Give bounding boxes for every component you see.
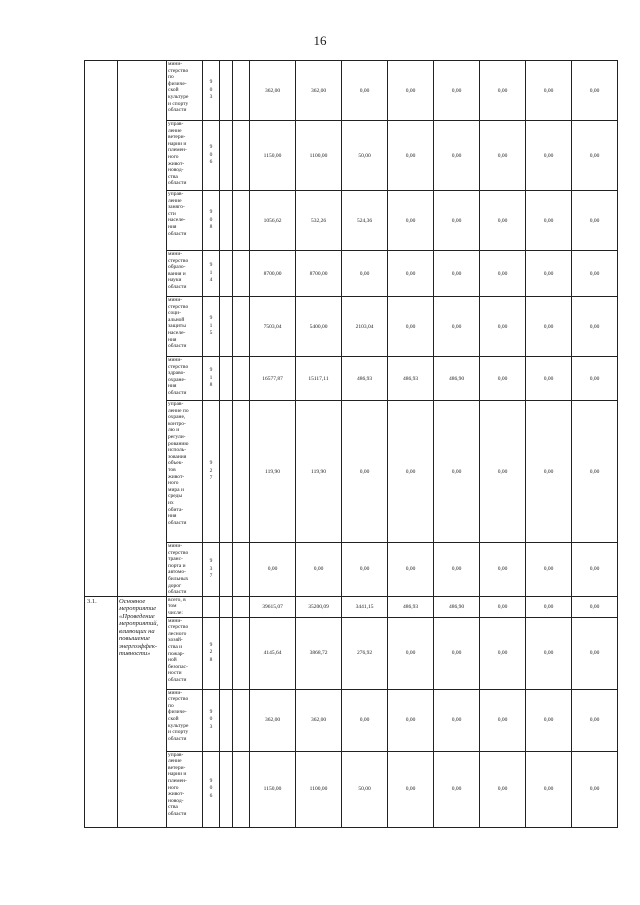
empty-cell <box>220 751 233 827</box>
amount-cell: 0,00 <box>526 191 572 251</box>
amount-cell: 119,90 <box>250 401 296 543</box>
amount-cell: 0,00 <box>526 689 572 751</box>
amount-cell: 0,00 <box>572 617 618 689</box>
amount-cell: 362,00 <box>296 689 342 751</box>
amount-cell: 0,00 <box>388 121 434 191</box>
amount-cell: 486,90 <box>434 357 480 401</box>
amount-cell: 0,00 <box>434 689 480 751</box>
amount-cell: 0,00 <box>434 251 480 297</box>
empty-cell <box>233 401 250 543</box>
amount-cell: 0,00 <box>526 61 572 121</box>
amount-cell: 0,00 <box>388 751 434 827</box>
amount-cell: 0,00 <box>572 689 618 751</box>
amount-cell: 0,00 <box>434 61 480 121</box>
empty-cell <box>233 596 250 617</box>
section-name-cell: Основное мероприятие «Проведение мероприятий, влияющих на повышение энергоэффек-тивности» <box>118 596 167 827</box>
empty-cell <box>233 689 250 751</box>
amount-cell: 362,00 <box>296 61 342 121</box>
row-number-cell <box>85 61 118 597</box>
amount-cell: 486,90 <box>434 596 480 617</box>
amount-cell: 15117,11 <box>296 357 342 401</box>
amount-cell: 0,00 <box>526 357 572 401</box>
amount-cell: 486,93 <box>388 596 434 617</box>
amount-cell: 0,00 <box>526 251 572 297</box>
executor-cell: управ- ление ветери- нарии и племен- ного живот- новод- ства области <box>167 121 203 191</box>
empty-cell <box>233 191 250 251</box>
amount-cell: 0,00 <box>526 617 572 689</box>
amount-cell: 0,00 <box>572 357 618 401</box>
budget-code-cell: 9 1 5 <box>203 297 220 357</box>
table-row <box>85 61 618 121</box>
empty-cell <box>233 251 250 297</box>
empty-cell <box>233 357 250 401</box>
budget-code-cell: 9 0 3 <box>203 689 220 751</box>
amount-cell: 0,00 <box>480 401 526 543</box>
budget-code-cell: 9 0 6 <box>203 751 220 827</box>
amount-cell: 0,00 <box>526 596 572 617</box>
measure-name-cell <box>118 61 167 597</box>
amount-cell: 0,00 <box>526 121 572 191</box>
amount-cell: 0,00 <box>434 617 480 689</box>
empty-cell <box>233 543 250 597</box>
empty-cell <box>233 617 250 689</box>
budget-code-cell: 9 2 7 <box>203 401 220 543</box>
empty-cell <box>220 61 233 121</box>
executor-cell: управ- ление заняго- сти населе- ния области <box>167 191 203 251</box>
amount-cell: 39615,07 <box>250 596 296 617</box>
amount-cell: 4145,64 <box>250 617 296 689</box>
amount-cell: 1100,00 <box>296 751 342 827</box>
executor-cell: управ- ление ветери- нарии и племен- ного живот- новод- ства области <box>167 751 203 827</box>
amount-cell: 0,00 <box>480 751 526 827</box>
budget-code-cell: 9 0 6 <box>203 121 220 191</box>
amount-cell: 0,00 <box>480 297 526 357</box>
amount-cell: 0,00 <box>296 543 342 597</box>
amount-cell: 0,00 <box>434 191 480 251</box>
amount-cell: 486,93 <box>342 357 388 401</box>
empty-cell <box>233 751 250 827</box>
amount-cell: 0,00 <box>572 596 618 617</box>
budget-code-cell <box>203 596 220 617</box>
amount-cell: 50,00 <box>342 751 388 827</box>
empty-cell <box>220 191 233 251</box>
empty-cell <box>220 251 233 297</box>
amount-cell: 0,00 <box>572 401 618 543</box>
amount-cell: 0,00 <box>388 251 434 297</box>
amount-cell: 5400,00 <box>296 297 342 357</box>
amount-cell: 3868,72 <box>296 617 342 689</box>
amount-cell: 0,00 <box>434 543 480 597</box>
executor-cell: всего, в том числе: <box>167 596 203 617</box>
empty-cell <box>233 61 250 121</box>
amount-cell: 2103,04 <box>342 297 388 357</box>
executor-cell: мини- стерство лесного хозяй- ства и пожар- ной безопас- ности области <box>167 617 203 689</box>
page-number: 16 <box>313 33 327 48</box>
amount-cell: 0,00 <box>572 751 618 827</box>
amount-cell: 0,00 <box>526 751 572 827</box>
amount-cell: 0,00 <box>434 121 480 191</box>
budget-code-cell: 9 1 8 <box>203 357 220 401</box>
empty-cell <box>220 357 233 401</box>
empty-cell <box>233 297 250 357</box>
amount-cell: 0,00 <box>342 251 388 297</box>
empty-cell <box>220 297 233 357</box>
executor-cell: мини- стерство образо- вания и науки области <box>167 251 203 297</box>
amount-cell: 0,00 <box>480 121 526 191</box>
amount-cell: 0,00 <box>250 543 296 597</box>
amount-cell: 1056,62 <box>250 191 296 251</box>
amount-cell: 0,00 <box>480 689 526 751</box>
amount-cell: 362,00 <box>250 61 296 121</box>
amount-cell: 0,00 <box>480 61 526 121</box>
amount-cell: 8700,00 <box>250 251 296 297</box>
amount-cell: 0,00 <box>526 543 572 597</box>
executor-cell: мини- стерство по физиче- ской культуре и спорту области <box>167 61 203 121</box>
amount-cell: 0,00 <box>572 297 618 357</box>
amount-cell: 486,93 <box>388 357 434 401</box>
amount-cell: 0,00 <box>480 357 526 401</box>
budget-code-cell: 9 3 7 <box>203 543 220 597</box>
amount-cell: 0,00 <box>342 543 388 597</box>
executor-cell: мини- стерство здраво- охране- ния области <box>167 357 203 401</box>
amount-cell: 7503,04 <box>250 297 296 357</box>
amount-cell: 524,36 <box>342 191 388 251</box>
amount-cell: 0,00 <box>480 251 526 297</box>
empty-cell <box>220 596 233 617</box>
amount-cell: 0,00 <box>572 251 618 297</box>
amount-cell: 0,00 <box>388 401 434 543</box>
budget-code-cell: 9 0 8 <box>203 191 220 251</box>
empty-cell <box>220 689 233 751</box>
amount-cell: 119,90 <box>296 401 342 543</box>
amount-cell: 362,00 <box>250 689 296 751</box>
amount-cell: 0,00 <box>342 689 388 751</box>
amount-cell: 276,92 <box>342 617 388 689</box>
budget-code-cell: 9 0 3 <box>203 61 220 121</box>
amount-cell: 0,00 <box>480 596 526 617</box>
amount-cell: 0,00 <box>572 61 618 121</box>
budget-code-cell: 9 1 4 <box>203 251 220 297</box>
amount-cell: 0,00 <box>388 617 434 689</box>
amount-cell: 0,00 <box>434 401 480 543</box>
amount-cell: 0,00 <box>572 121 618 191</box>
empty-cell <box>220 543 233 597</box>
amount-cell: 0,00 <box>388 689 434 751</box>
amount-cell: 0,00 <box>572 191 618 251</box>
budget-code-cell: 9 2 8 <box>203 617 220 689</box>
empty-cell <box>220 121 233 191</box>
amount-cell: 0,00 <box>434 751 480 827</box>
amount-cell: 1150,00 <box>250 751 296 827</box>
amount-cell: 50,00 <box>342 121 388 191</box>
amount-cell: 0,00 <box>526 297 572 357</box>
executor-cell: мини- стерство транс- порта и автомо- бильных дорог области <box>167 543 203 597</box>
amount-cell: 0,00 <box>388 543 434 597</box>
amount-cell: 1150,00 <box>250 121 296 191</box>
amount-cell: 0,00 <box>388 297 434 357</box>
amount-cell: 35200,09 <box>296 596 342 617</box>
amount-cell: 3441,15 <box>342 596 388 617</box>
budget-table-body <box>85 61 618 828</box>
executor-cell: мини- стерство соци- альной защиты населе- ния области <box>167 297 203 357</box>
section-number-cell: 3.1. <box>85 596 118 827</box>
amount-cell: 1100,00 <box>296 121 342 191</box>
table-row <box>85 596 618 617</box>
amount-cell: 532,26 <box>296 191 342 251</box>
budget-table <box>84 60 618 828</box>
amount-cell: 0,00 <box>342 61 388 121</box>
amount-cell: 0,00 <box>388 61 434 121</box>
executor-cell: мини- стерство по физиче- ской культуре и спорту области <box>167 689 203 751</box>
amount-cell: 0,00 <box>388 191 434 251</box>
amount-cell: 0,00 <box>526 401 572 543</box>
empty-cell <box>220 617 233 689</box>
empty-cell <box>233 121 250 191</box>
amount-cell: 0,00 <box>342 401 388 543</box>
amount-cell: 0,00 <box>480 191 526 251</box>
amount-cell: 0,00 <box>434 297 480 357</box>
amount-cell: 8700,00 <box>296 251 342 297</box>
executor-cell: управ- ление по охране, контро- лю и регули- рованию исполь- зования объек- тов живот- ного мира и среды их обита- ния области <box>167 401 203 543</box>
amount-cell: 0,00 <box>480 617 526 689</box>
amount-cell: 0,00 <box>572 543 618 597</box>
amount-cell: 0,00 <box>480 543 526 597</box>
amount-cell: 16577,87 <box>250 357 296 401</box>
empty-cell <box>220 401 233 543</box>
